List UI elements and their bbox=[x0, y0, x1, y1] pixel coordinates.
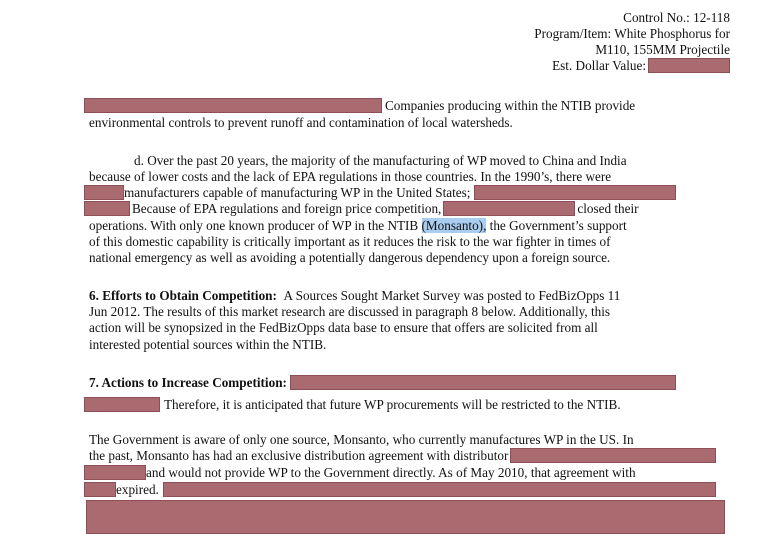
section7-heading: 7. Actions to Increase Competition: bbox=[89, 375, 287, 390]
redaction-box bbox=[84, 98, 382, 113]
section6-heading: 6. Efforts to Obtain Competition: bbox=[89, 288, 277, 303]
para-gov-text2: the past, Monsanto has had an exclusive distribution agreement with distributor bbox=[89, 448, 509, 463]
program-item-cont: M110, 155MM Projectile bbox=[595, 42, 730, 57]
para-gov-text3: and would not provide WP to the Government directly. As of May 2010, that agreement with bbox=[146, 465, 636, 480]
redaction-box bbox=[84, 185, 124, 200]
para-d-line2: because of lower costs and the lack of EPA regulations in those countries. In the 1990’s, there were bbox=[89, 169, 612, 184]
para-d-text4a: Because of EPA regulations and foreign price competition, bbox=[132, 201, 442, 216]
para1-line1 bbox=[84, 98, 635, 114]
para-gov-line1: The Government is aware of only one source, Monsanto, who currently manufactures WP in the US. In bbox=[89, 432, 634, 447]
para1-line2: environmental controls to prevent runoff and contamination of local watersheds. bbox=[89, 115, 513, 130]
section7-line2 bbox=[84, 397, 621, 413]
para-gov-line4 bbox=[84, 482, 716, 498]
redaction-box bbox=[163, 482, 716, 497]
para-d-line5 bbox=[89, 218, 627, 234]
section7-line1 bbox=[89, 375, 676, 391]
para-d-line3 bbox=[84, 185, 676, 201]
para-d-text4b: closed their bbox=[577, 201, 639, 216]
para-d-text5a: operations. With only one known producer of WP in the NTIB bbox=[89, 218, 419, 233]
est-dollar-value-label: Est. Dollar Value: bbox=[552, 58, 646, 73]
redaction-box bbox=[290, 375, 676, 390]
para-gov-text4: expired. bbox=[116, 482, 159, 497]
redaction-box bbox=[474, 185, 676, 200]
section6-text1: A Sources Sought Market Survey was posted to FedBizOpps 11 bbox=[283, 288, 621, 303]
program-item: Program/Item: White Phosphorus for bbox=[534, 26, 730, 41]
section7-text2: Therefore, it is anticipated that future WP procurements will be restricted to the NTIB. bbox=[164, 397, 621, 412]
para-d-line4 bbox=[84, 201, 639, 217]
section6-line2: Jun 2012. The results of this market research are discussed in paragraph 8 below. Additionally, this bbox=[89, 304, 611, 319]
highlighted-monsanto: (Monsanto), bbox=[421, 218, 487, 233]
redaction-box bbox=[648, 58, 730, 73]
est-dollar-value-row bbox=[534, 58, 730, 74]
para-gov-line2 bbox=[89, 448, 716, 464]
para1-text1: Companies producing within the NTIB provide bbox=[385, 98, 636, 113]
para-d-text5b: the Government’s support bbox=[489, 218, 627, 233]
para-d-line7: national emergency as well as avoiding a potentially dangerous dependency upon a foreign source. bbox=[89, 250, 611, 265]
para-d-line6: of this domestic capability is critically important as it reduces the risk to the war fighter in times of bbox=[89, 234, 611, 249]
para-gov-line3 bbox=[84, 465, 636, 481]
redaction-box bbox=[84, 201, 130, 216]
redaction-box bbox=[84, 465, 146, 480]
redaction-box bbox=[443, 201, 575, 216]
redaction-block bbox=[86, 500, 725, 534]
control-number: Control No.: 12-118 bbox=[623, 10, 730, 25]
para-d-line1: d. Over the past 20 years, the majority of the manufacturing of WP moved to China and India bbox=[134, 153, 627, 168]
redaction-box bbox=[84, 397, 160, 412]
section6-line4: interested potential sources within the NTIB. bbox=[89, 337, 327, 352]
para-d-text3: manufacturers capable of manufacturing WP in the United States; bbox=[124, 185, 471, 200]
redaction-box bbox=[84, 482, 116, 497]
redaction-box bbox=[510, 448, 716, 463]
header-block bbox=[534, 10, 730, 74]
section6-line1 bbox=[89, 288, 620, 304]
section6-line3: action will be synopsized in the FedBizOpps data base to ensure that offers are solicited from all bbox=[89, 320, 598, 335]
